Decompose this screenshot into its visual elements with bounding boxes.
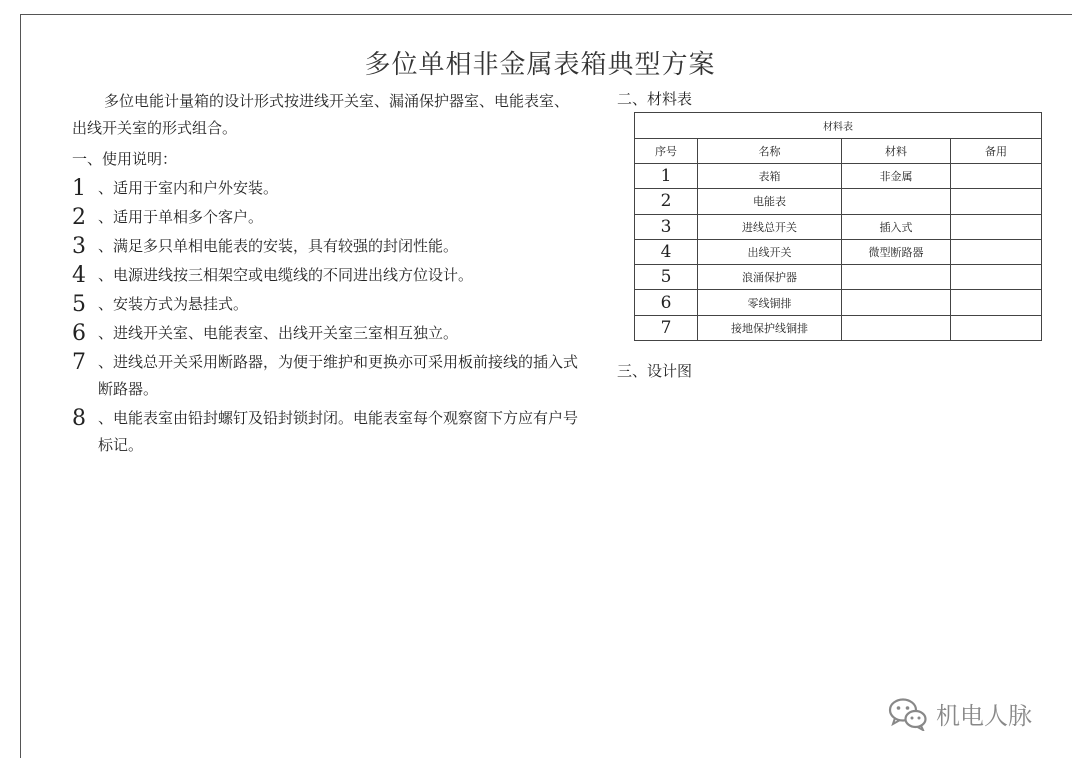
- materials-table: [634, 112, 1042, 341]
- usage-item: [72, 320, 580, 347]
- cell-no: 5: [635, 265, 698, 290]
- table-row: [635, 290, 1042, 315]
- column-header-name: 名称: [698, 139, 842, 164]
- item-number: 6: [72, 321, 86, 346]
- cell-name: 出线开关: [698, 239, 842, 264]
- item-text: 、进线开关室、电能表室、出线开关室三室相互独立。: [98, 324, 459, 342]
- materials-heading: 二、材料表: [617, 90, 693, 108]
- usage-item: [72, 405, 580, 459]
- item-number: 7: [72, 350, 86, 375]
- column-header-no: 序号: [635, 139, 698, 164]
- cell-no: 2: [635, 189, 698, 214]
- item-number: 5: [72, 292, 86, 317]
- cell-no: 7: [635, 315, 698, 340]
- usage-item: [72, 233, 580, 260]
- usage-item: [72, 291, 580, 318]
- cell-name: 浪涌保护器: [698, 265, 842, 290]
- table-row: [635, 315, 1042, 340]
- item-text: 、适用于室内和户外安装。: [98, 179, 279, 197]
- item-text: 、满足多只单相电能表的安装，具有较强的封闭性能。: [98, 237, 459, 255]
- watermark: [888, 696, 1032, 731]
- table-row: [635, 265, 1042, 290]
- cell-name: 零线铜排: [698, 290, 842, 315]
- usage-heading: 一、使用说明：: [72, 150, 178, 168]
- cell-no: 3: [635, 214, 698, 239]
- cell-material: [842, 315, 951, 340]
- item-number: 3: [72, 234, 86, 259]
- cell-material: [842, 189, 951, 214]
- cell-material: 微型断路器: [842, 239, 951, 264]
- cell-spare: [951, 265, 1042, 290]
- item-number: 1: [72, 176, 86, 201]
- column-header-spare: 备用: [951, 139, 1042, 164]
- item-text: 、电能表室由铅封螺钉及铅封锁封闭。电能表室每个观察窗下方应有户号标记。: [98, 409, 579, 454]
- item-text: 、电源进线按三相架空或电缆线的不同进出线方位设计。: [98, 266, 474, 284]
- intro-paragraph: 多位电能计量箱的设计形式按进线开关室、漏涌保护器室、电能表室、出线开关室的形式组合。: [72, 92, 570, 137]
- item-text: 、进线总开关采用断路器，为便于维护和更换亦可采用板前接线的插入式断路器。: [98, 353, 579, 398]
- cell-no: 4: [635, 239, 698, 264]
- usage-item: [72, 262, 580, 289]
- watermark-text: 机电人脉: [936, 702, 1032, 730]
- page-title: 多位单相非金属表箱典型方案: [364, 50, 716, 80]
- cell-spare: [951, 214, 1042, 239]
- cell-material: 非金属: [842, 164, 951, 189]
- cell-material: [842, 290, 951, 315]
- usage-item: [72, 175, 580, 202]
- cell-no: 1: [635, 164, 698, 189]
- usage-list: [72, 175, 580, 459]
- design-heading: 三、设计图: [617, 362, 693, 380]
- cell-spare: [951, 315, 1042, 340]
- item-number: 2: [72, 205, 86, 230]
- cell-spare: [951, 189, 1042, 214]
- description-column: [72, 88, 580, 461]
- item-text: 、安装方式为悬挂式。: [98, 295, 249, 313]
- cell-name: 进线总开关: [698, 214, 842, 239]
- table-row: [635, 164, 1042, 189]
- cell-name: 电能表: [698, 189, 842, 214]
- item-text: 、适用于单相多个客户。: [98, 208, 264, 226]
- table-row: [635, 189, 1042, 214]
- table-row: [635, 239, 1042, 264]
- cell-spare: [951, 290, 1042, 315]
- cell-material: 插入式: [842, 214, 951, 239]
- item-number: 4: [72, 263, 86, 288]
- column-header-material: 材料: [842, 139, 951, 164]
- cell-no: 6: [635, 290, 698, 315]
- usage-item: [72, 204, 580, 231]
- wechat-icon: [888, 697, 928, 731]
- table-row: [635, 214, 1042, 239]
- item-number: 8: [72, 406, 86, 431]
- cell-name: 表箱: [698, 164, 842, 189]
- cell-spare: [951, 239, 1042, 264]
- table-caption: 材料表: [635, 113, 1042, 139]
- cell-name: 接地保护线铜排: [698, 315, 842, 340]
- cell-material: [842, 265, 951, 290]
- usage-item: [72, 349, 580, 403]
- cell-spare: [951, 164, 1042, 189]
